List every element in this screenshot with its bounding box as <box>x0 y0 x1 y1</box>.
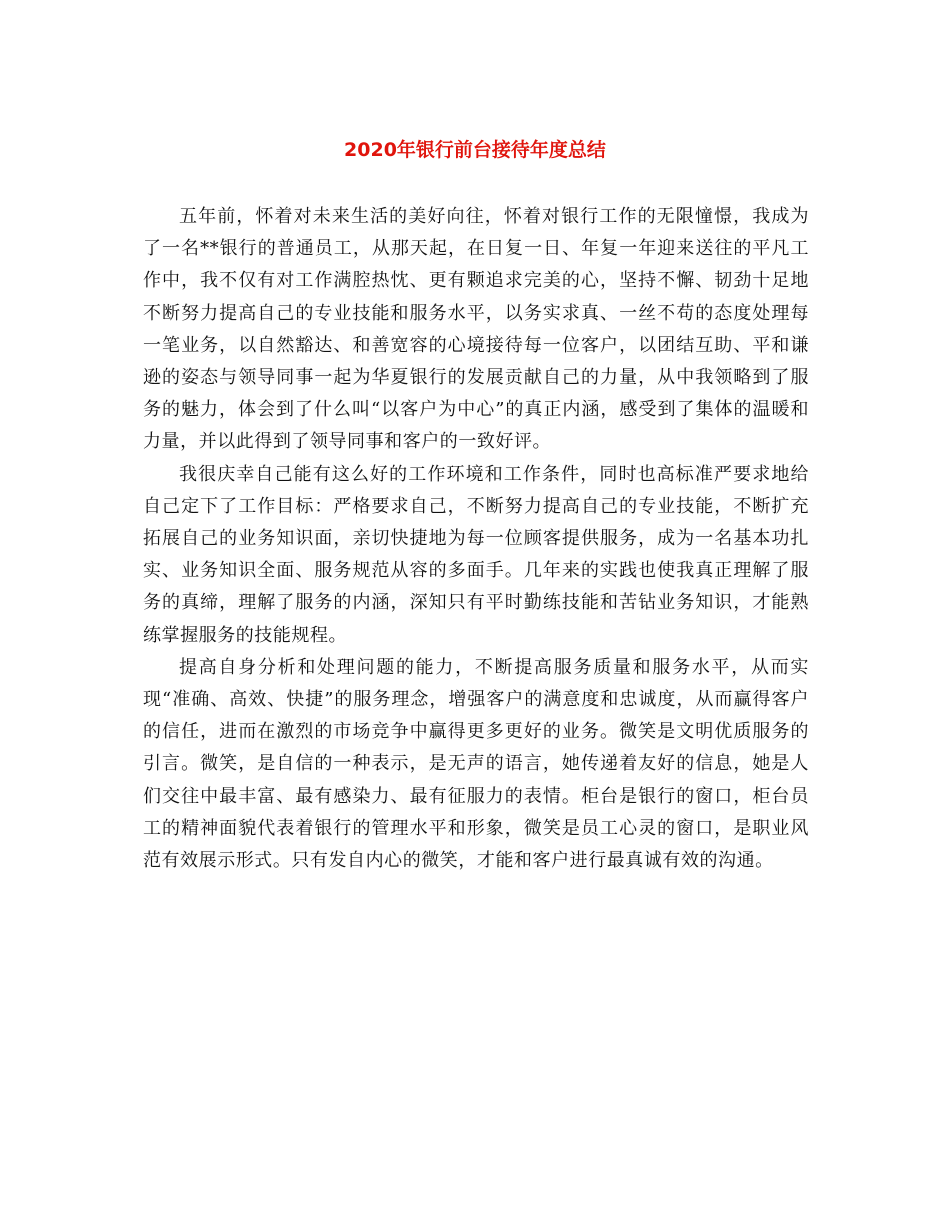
document-title: 2020年银行前台接待年度总结 <box>344 139 606 161</box>
paragraph: 五年前，怀着对未来生活的美好向往，怀着对银行工作的无限憧憬，我成为了一名**银行的普通员工，从那天起，在日复一日、年复一年迎来送往的平凡工作中，我不仅有对工作满腔热忱、更有颗追求完美的心，坚持不懈、韧劲十足地不断努力提高自己的专业技能和服务水平，以务实求真、一丝不苟的态度处理每一笔业务，以自然豁达、和善宽容的心境接待每一位客户，以团结互助、平和谦逊的姿态与领导同事一起为华夏银行的发展贡献自己的力量，从中我领略到了服务的魅力，体会到了什么叫“以客户为中心”的真正内涵，感受到了集体的温暖和力量，并以此得到了领导同事和客户的一致好评。 <box>143 206 809 453</box>
document-body <box>143 201 809 877</box>
paragraph: 提高自身分析和处理问题的能力，不断提高服务质量和服务水平，从而实现“准确、高效、快捷”的服务理念，增强客户的满意度和忠诚度，从而赢得客户的信任，进而在激烈的市场竞争中赢得更多更好的业务。微笑是文明优质服务的引言。微笑，是自信的一种表示，是无声的语言，她传递着友好的信息，她是人们交往中最丰富、最有感染力、最有征服力的表情。柜台是银行的窗口，柜台员工的精神面貌代表着银行的管理水平和形象，微笑是员工心灵的窗口，是职业风范有效展示形式。只有发自内心的微笑，才能和客户进行最真诚有效的沟通。 <box>143 656 809 872</box>
paragraph: 我很庆幸自己能有这么好的工作环境和工作条件，同时也高标准严要求地给自己定下了工作目标：严格要求自己，不断努力提高自己的专业技能，不断扩充拓展自己的业务知识面，亲切快捷地为每一位顾客提供服务，成为一名基本功扎实、业务知识全面、服务规范从容的多面手。几年来的实践也使我真正理解了服务的真缔，理解了服务的内涵，深知只有平时勤练技能和苦钻业务知识，才能熟练掌握服务的技能规程。 <box>143 463 809 646</box>
